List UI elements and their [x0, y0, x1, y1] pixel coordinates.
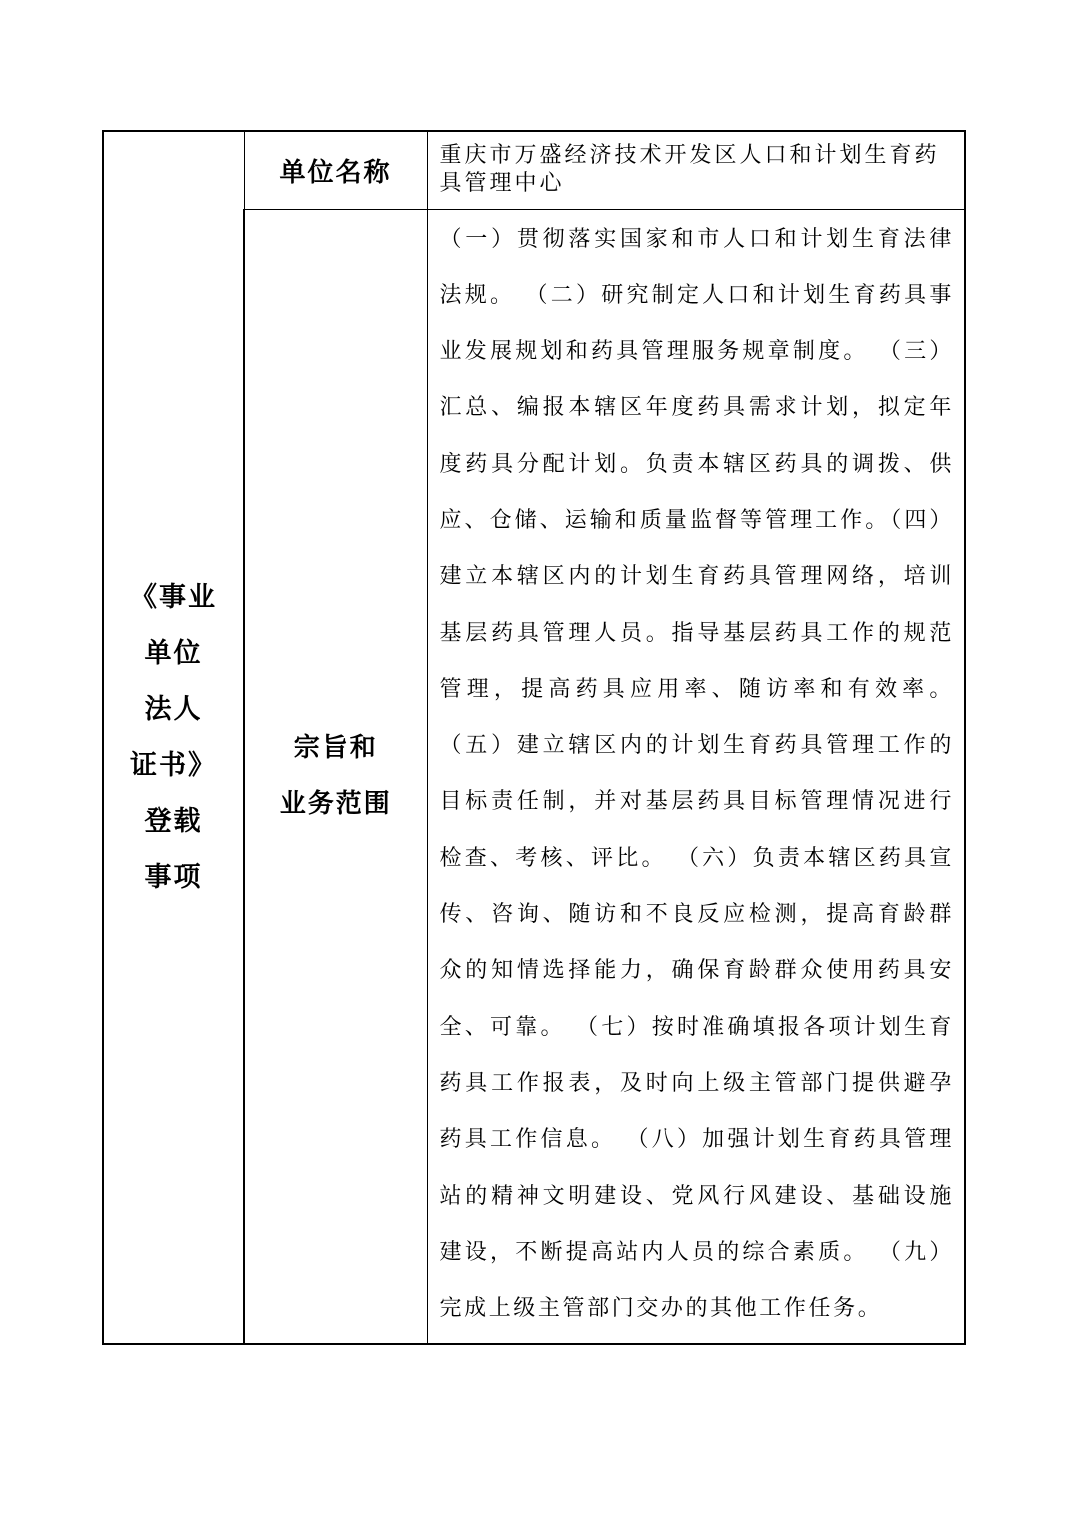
table-row — [103, 131, 965, 209]
section-title-line: 登载 — [144, 805, 203, 837]
scope-label — [280, 720, 392, 832]
section-title-line: 《事业 — [130, 581, 217, 613]
scope-label-cell — [244, 209, 427, 1344]
scope-label-line: 宗旨和 — [293, 733, 378, 764]
unit-name-value-cell — [427, 131, 965, 209]
scope-value-cell — [427, 209, 965, 1344]
section-title-cell — [103, 131, 244, 1344]
unit-name-value: 重庆市万盛经济技术开发区人口和计划生育药具管理中心 — [439, 143, 940, 197]
scope-text: （一）贯彻落实国家和市人口和计划生育法律法规。 （二）研究制定人口和计划生育药具事业发展规划和药具管理服务规章制度。 （三）汇总、编报本辖区年度药具需求计划，拟定年度药具分配计划。负责本辖区药具的调拨、供应、仓储、运输和质量监督等管理工作。（四）建立本辖区内的计划生育药具管理网络，培训基层药具管理人员。指导基层药具工作的规范管理，提高药具应用率、随访率和有效率。（五）建立辖区内的计划生育药具管理工作的目标责任制，并对基层药具目标管理情况进行检查、考核、评比。 （六）负责本辖区药具宣传、咨询、随访和不良反应检测，提高育龄群众的知情选择能力，确保育龄群众使用药具安全、可靠。 （七）按时准确填报各项计划生育药具工作报表，及时向上级主管部门提供避孕药具工作信息。 （八）加强计划生育药具管理站的精神文明建设、党风行风建设、基础设施建设，不断提高站内人员的综合素质。 （九）完成上级主管部门交办的其他工作任务。 — [439, 226, 954, 1322]
section-title-line: 单位 — [144, 637, 203, 669]
unit-name-label-cell — [244, 131, 427, 209]
section-title-line: 证书》 — [130, 749, 217, 781]
unit-name-label: 单位名称 — [279, 157, 392, 188]
section-title-line: 事项 — [144, 861, 203, 893]
scope-label-line: 业务范围 — [279, 789, 392, 820]
registration-table — [102, 130, 966, 1345]
section-title — [130, 570, 217, 906]
section-title-line: 法人 — [144, 693, 203, 725]
